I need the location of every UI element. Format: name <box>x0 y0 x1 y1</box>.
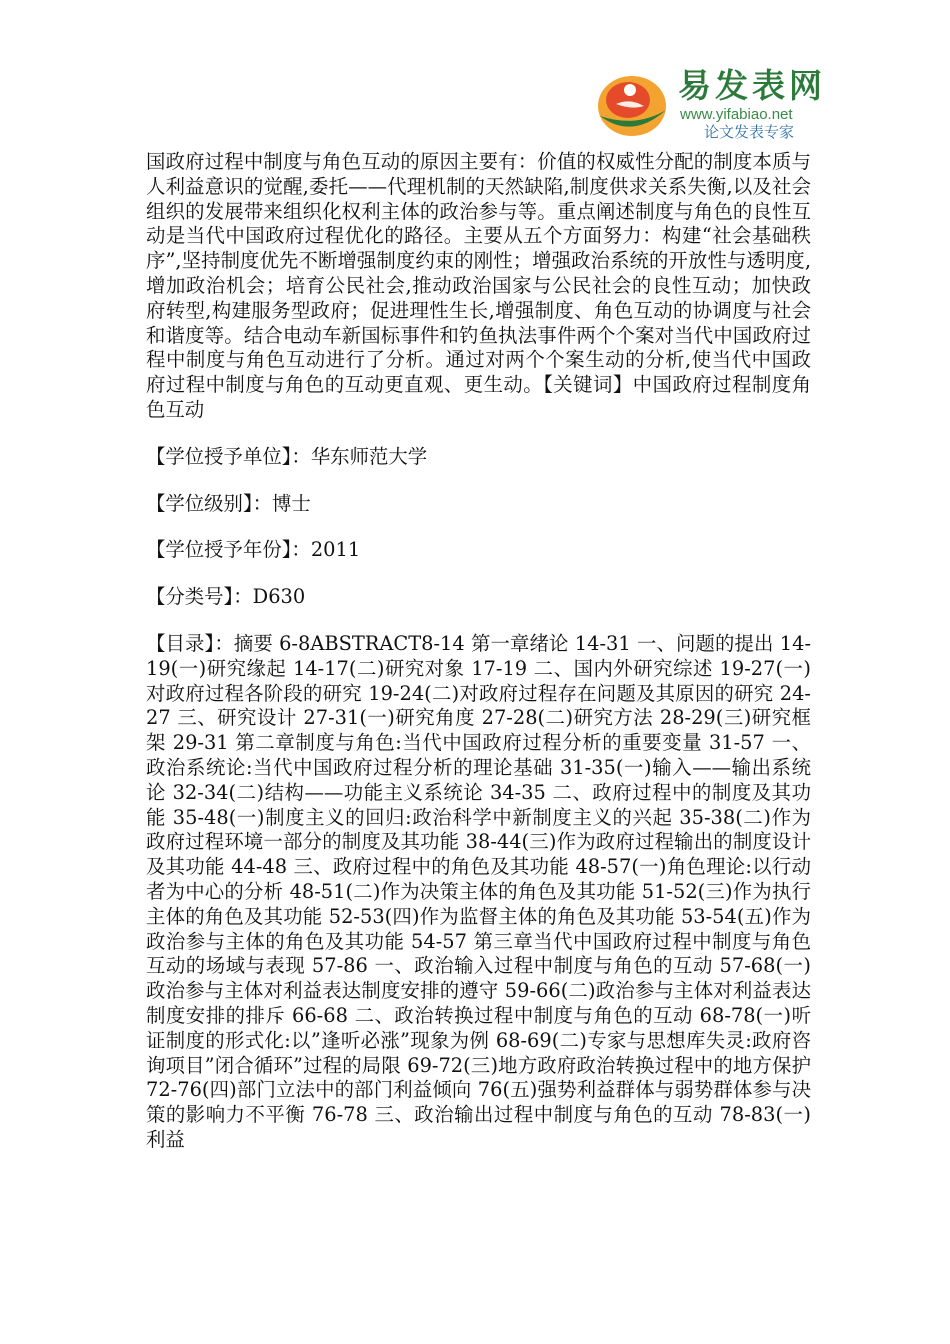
site-logo <box>592 66 826 144</box>
logo-url: www.yifabiao.net <box>680 106 793 123</box>
logo-title: 易发表网 <box>678 66 826 105</box>
degree-unit: 【学位授予单位】：华东师范大学 <box>146 444 428 468</box>
abstract-paragraph: 国政府过程中制度与角色互动的原因主要有：价值的权威性分配的制度本质与人利益意识的觉醒,委托——代理机制的天然缺陷,制度供求关系失衡,以及社会组织的发展带来组织化权利主体的政治参与等。重点阐述制度与角色的良性互动是当代中国政府过程优化的路径。主要从五个方面努力：构建“社会基础秩序”,坚持制度优先不断增强制度约束的刚性；增强政治系统的开放性与透明度,增加政治机会；培育公民社会,推动政治国家与公民社会的良性互动；加快政府转型,构建服务型政府；促进理性生长,增强制度、角色互动的协调度与社会和谐度等。结合电动车新国标事件和钓鱼执法事件两个个案对当代中国政府过程中制度与角色互动进行了分析。通过对两个个案生动的分析,使当代中国政府过程中制度与角色的互动更直观、更生动。【关键词】中国政府过程制度角色互动 <box>146 150 811 421</box>
document-body <box>146 150 811 1153</box>
degree-level: 【学位级别】：博士 <box>146 491 311 515</box>
class-number: 【分类号】：D630 <box>146 585 306 609</box>
table-of-contents: 【目录】：摘要 6-8ABSTRACT8-14 第一章绪论 14-31 一、问题的提出 14-19(一)研究缘起 14-17(二)研究对象 17-19 二、国内外研究综述 19-27(一)对政府过程各阶段的研究 19-24(二)对政府过程存在问题及其原因的研究 24-27 三、研究设计 27-31(一)研究角度 27-28(二)研究方法 28-29(三)研究框架 29-31 第二章制度与角色:当代中国政府过程分析的重要变量 31-57 一、政治系统论:当代中国政府过程分析的理论基础 31-35(一)输入——输出系统论 32-34(二)结构——功能主义系统论 34-35 二、政府过程中的制度及其功能 35-48(一)制度主义的回归:政治科学中新制度主义的兴起 35-38(二)作为政府过程环境一部分的制度及其功能 38-44(三)作为政府过程输出的制度设计及其功能 44-48 三、政府过程中的角色及其功能 48-57(一)角色理论:以行动者为中心的分析 48-51(二)作为决策主体的角色及其功能 51-52(三)作为执行主体的角色及其功能 52-53(四)作为监督主体的角色及其功能 53-54(五)作为政治参与主体的角色及其功能 54-57 第三章当代中国政府过程中制度与角色互动的场域与表现 57-86 一、政治输入过程中制度与角色的互动 57-68(一)政治参与主体对利益表达制度安排的遵守 59-66(二)政治参与主体对利益表达制度安排的排斥 66-68 二、政治转换过程中制度与角色的互动 68-78(一)听证制度的形式化:以”逢听必涨”现象为例 68-69(二)专家与思想库失灵:政府咨询项目”闭合循环”过程的局限 69-72(三)地方政府政治转换过程中的地方保护 72-76(四)部门立法中的部门利益倾向 76(五)强势利益群体与弱势群体参与决策的影响力不平衡 76-78 三、政治输出过程中制度与角色的互动 78-83(一)利益 <box>146 631 811 1151</box>
logo-slogan: 论文发表专家 <box>704 123 795 141</box>
logo-mark-icon <box>592 70 672 142</box>
degree-year: 【学位授予年份】：2011 <box>146 538 361 562</box>
